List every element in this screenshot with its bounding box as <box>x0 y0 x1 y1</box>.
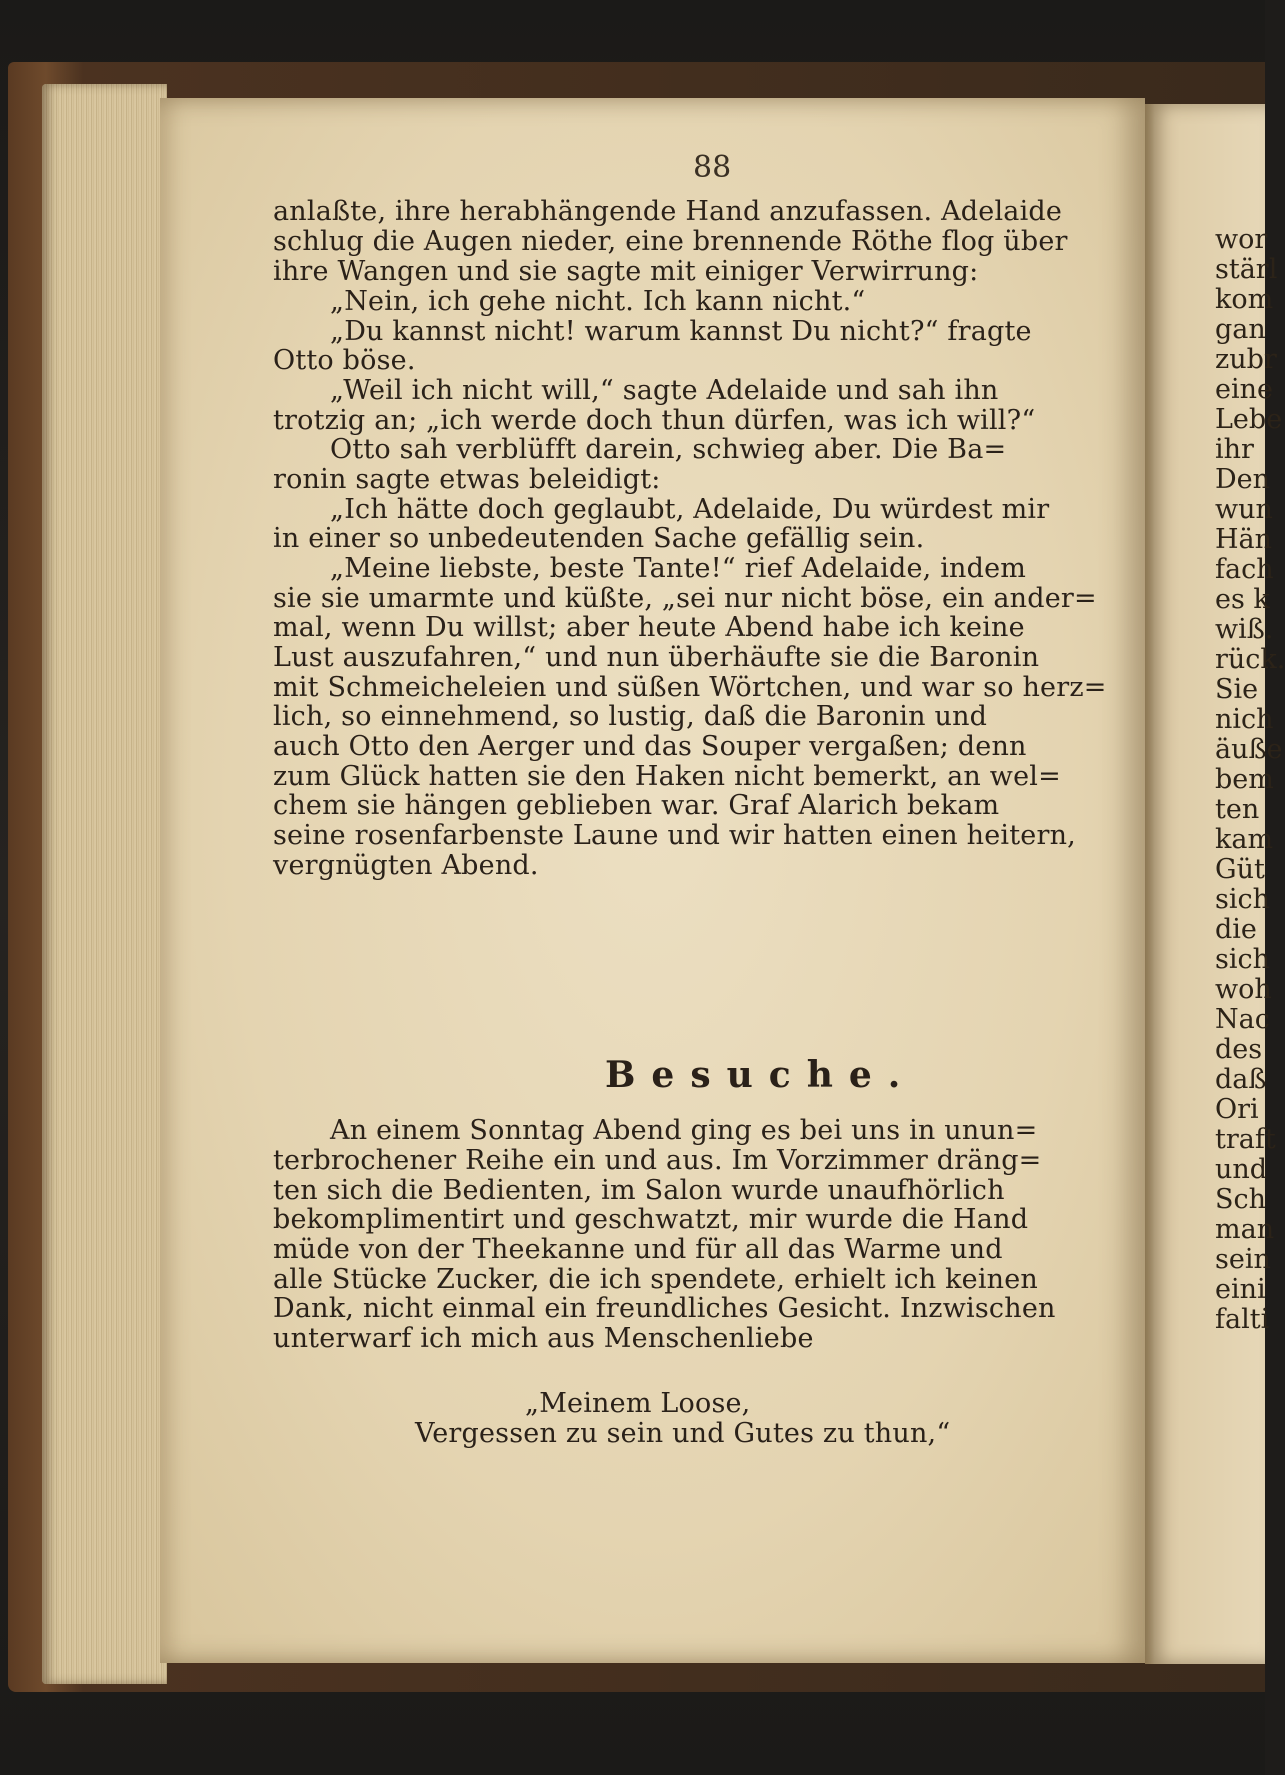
text-line: „Ich hätte doch geglaubt, Adelaide, Du würdest mir <box>330 494 1050 525</box>
next-page-fragment: fach <box>1215 554 1274 585</box>
next-page-fragment: zubr <box>1215 344 1277 375</box>
text-line: „Nein, ich gehe nicht. Ich kann nicht.“ <box>330 286 866 317</box>
text-line: Dank, nicht einmal ein freundliches Gesicht. Inzwischen <box>273 1293 1056 1324</box>
next-page-fragment: Hän <box>1215 524 1273 555</box>
text-line: „Du kannst nicht! warum kannst Du nicht?“ fragte <box>330 316 1032 347</box>
next-page-fragment: es k <box>1215 584 1270 615</box>
next-page-fragment: bem <box>1215 764 1274 795</box>
next-page-fragment: äuße <box>1215 734 1283 765</box>
text-line: Lust auszufahren,“ und nun überhäufte sie die Baronin <box>273 642 1040 673</box>
text-line: in einer so unbedeutenden Sache gefällig sein. <box>273 523 925 554</box>
next-page <box>1145 104 1285 1664</box>
next-page-fragment: und <box>1215 1154 1268 1185</box>
text-line: sie sie umarmte und küßte, „sei nur nicht böse, ein ander= <box>273 583 1097 614</box>
text-line: bekomplimentirt und geschwatzt, mir wurde die Hand <box>273 1204 1029 1235</box>
next-page-fragment: kom <box>1215 284 1274 315</box>
next-page-fragment: rück. <box>1215 644 1285 675</box>
next-page-fragment: eini <box>1215 1274 1266 1305</box>
next-page-fragment: kam <box>1215 824 1274 855</box>
next-page-fragment: wor <box>1215 224 1268 255</box>
page-edges <box>42 84 167 1684</box>
next-page-fragment: Lebe <box>1215 404 1283 435</box>
next-page-fragment: die <box>1215 914 1257 945</box>
next-page-fragment: Ori <box>1215 1094 1259 1125</box>
next-page-fragment: sich <box>1215 884 1271 915</box>
next-page-fragment: sein <box>1215 1244 1271 1275</box>
text-line: ihre Wangen und sie sagte mit einiger Verwirrung: <box>273 256 979 287</box>
text-line: schlug die Augen nieder, eine brennende Röthe flog über <box>273 226 1068 257</box>
text-line: terbrochener Reihe ein und aus. Im Vorzimmer dräng= <box>273 1145 1042 1176</box>
text-line: „Weil ich nicht will,“ sagte Adelaide und sah ihn <box>330 375 999 406</box>
next-page-fragment: ihr <box>1215 434 1254 465</box>
next-page-fragment: sich <box>1215 944 1271 975</box>
text-line: seine rosenfarbenste Laune und wir hatten einen heitern, <box>273 820 1076 851</box>
text-line: mit Schmeicheleien und süßen Wörtchen, und war so herz= <box>273 672 1107 703</box>
next-page-fragment: falti <box>1215 1304 1270 1335</box>
verse-line: Vergessen zu sein und Gutes zu thun,“ <box>415 1418 951 1449</box>
next-page-fragment: nich <box>1215 704 1274 735</box>
text-line: Otto böse. <box>273 345 416 376</box>
text-line: An einem Sonntag Abend ging es bei uns in unun= <box>330 1115 1038 1146</box>
next-page-fragment: wiß. <box>1215 614 1274 645</box>
text-line: vergnügten Abend. <box>273 850 539 881</box>
text-line: lich, so einnehmend, so lustig, daß die Baronin und <box>273 701 988 732</box>
text-line: alle Stücke Zucker, die ich spendete, erhielt ich keinen <box>273 1264 1039 1295</box>
text-line: auch Otto den Aerger und das Souper vergaßen; denn <box>273 731 1027 762</box>
next-page-fragment: des <box>1215 1034 1263 1065</box>
text-line: mal, wenn Du willst; aber heute Abend habe ich keine <box>273 612 1025 643</box>
next-page-fragment: Nac <box>1215 1004 1270 1035</box>
next-page-fragment: man <box>1215 1214 1275 1245</box>
text-line: müde von der Theekanne und für all das Warme und <box>273 1234 1003 1265</box>
next-page-fragment: Sie <box>1215 674 1259 705</box>
text-line: zum Glück hatten sie den Haken nicht bemerkt, an wel= <box>273 761 1061 792</box>
next-page-fragment: Güt <box>1215 854 1265 885</box>
text-line: chem sie hängen geblieben war. Graf Alarich bekam <box>273 790 1000 821</box>
next-page-fragment: wun <box>1215 494 1273 525</box>
text-line: unterwarf ich mich aus Menschenliebe <box>273 1323 814 1354</box>
page-number: 88 <box>693 150 732 185</box>
text-line: ronin sagte etwas beleidigt: <box>273 464 661 495</box>
next-page-fragment: eine <box>1215 374 1273 405</box>
next-page-fragment: gan <box>1215 314 1266 345</box>
text-line: ten sich die Bedienten, im Salon wurde unaufhörlich <box>273 1175 1005 1206</box>
next-page-fragment: Sch <box>1215 1184 1267 1215</box>
text-line: trotzig an; „ich werde doch thun dürfen, was ich will?“ <box>273 405 1036 436</box>
text-line: anlaßte, ihre herabhängende Hand anzufassen. Adelaide <box>273 196 1063 227</box>
next-page-fragment: stärl <box>1215 254 1278 285</box>
text-line: Otto sah verblüfft darein, schwieg aber. Die Ba= <box>330 434 1007 465</box>
verse-line: „Meinem Loose, <box>525 1388 751 1419</box>
next-page-fragment: daß <box>1215 1064 1267 1095</box>
section-heading: Besuche. <box>605 1054 917 1096</box>
next-page-fragment: Den <box>1215 464 1271 495</box>
next-page-fragment: ten <box>1215 794 1260 825</box>
next-page-fragment: traft <box>1215 1124 1276 1155</box>
text-line: „Meine liebste, beste Tante!“ rief Adelaide, indem <box>330 553 1027 584</box>
next-page-fragment: woh <box>1215 974 1272 1005</box>
